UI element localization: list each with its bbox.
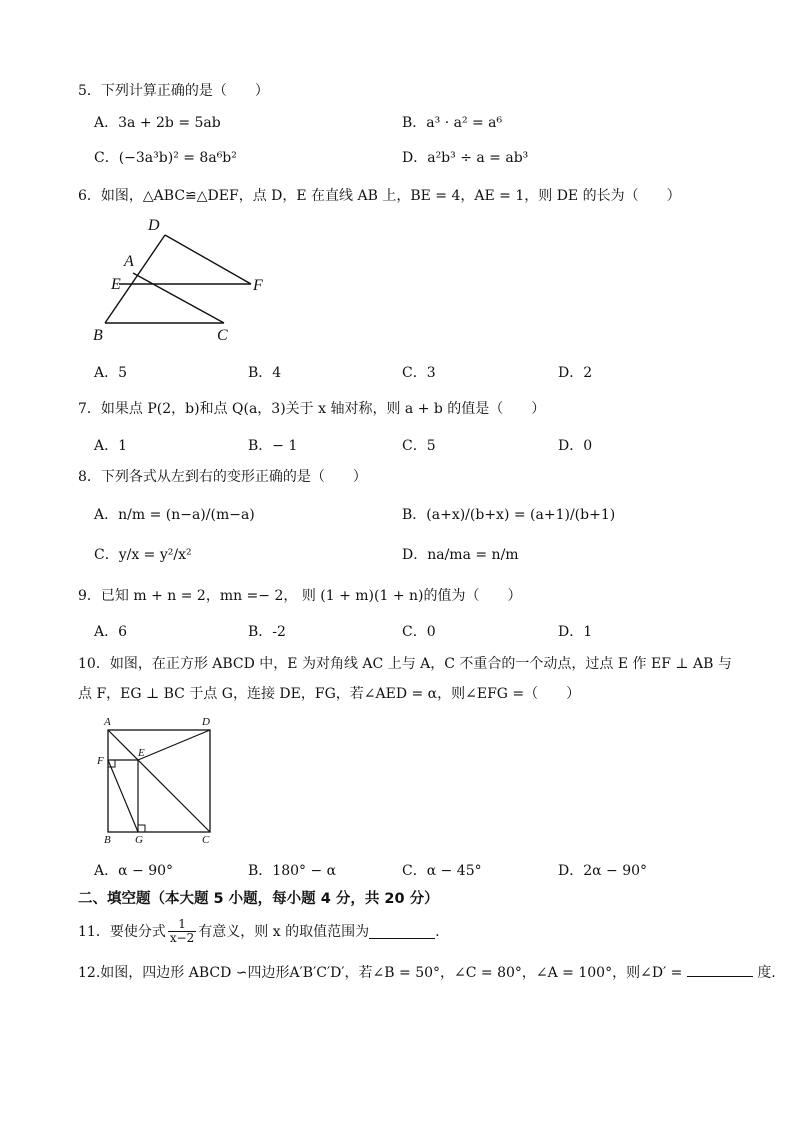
q7-option-c: C．5 [402,438,436,454]
q6-option-c: C．3 [402,365,436,381]
square-diagram [95,716,225,850]
q11-end: . [435,923,440,940]
label-a: A [124,253,134,270]
q11-fraction [168,918,196,945]
q9-option-d: D．1 [558,624,593,640]
label-e: E [138,747,145,759]
q7-option-a: A．1 [94,438,128,454]
label-b: B [93,327,103,344]
q5-option-c: C．(−3a³b)² = 8a⁶b² [94,150,237,166]
q7-stem: 7．如果点 P(2，b)和点 Q(a，3)关于 x 轴对称，则 a + b 的值是（ ） [78,401,546,417]
q12-stem-line [78,962,776,982]
q6-option-d: D．2 [558,365,593,381]
q10-figure [95,716,225,850]
q12-end: 度. [757,965,776,981]
q9-stem: 9．已知 m + n = 2，mn =− 2， 则 (1 + m)(1 + n)的值为（ ） [78,588,522,604]
q5-option-d: D．a²b³ ÷ a = ab³ [402,150,529,166]
q9-option-c: C．0 [402,624,436,640]
q8-option-d: D．na/ma = n/m [402,547,519,563]
label-e: E [111,276,121,293]
label-c: C [202,834,210,846]
q6-stem: 6．如图，△ABC≌△DEF，点 D，E 在直线 AB 上，BE = 4，AE = 1，则 DE 的长为（ ） [78,188,681,204]
q11-stem [78,918,440,945]
label-f: F [253,277,263,294]
q10-stem-line2: 点 F，EG ⊥ BC 于点 G，连接 DE，FG，若∠AED = α，则∠EFG =（ ） [78,686,581,702]
q8-option-a: A．n/m = (n−a)/(m−a) [94,507,255,523]
q5-stem: 5．下列计算正确的是（ ） [78,83,269,99]
q10-option-c: C．α − 45° [402,863,482,879]
q11-suffix: 有意义，则 x 的取值范围为 [198,923,370,940]
q8-option-c: C．y/x = y²/x² [94,547,192,563]
q11-frac-den: x−2 [169,931,195,945]
q9-option-a: A．6 [94,624,128,640]
label-d: D [202,716,210,728]
q5-option-a: A．3a + 2b = 5ab [94,115,221,131]
q6-option-b: B．4 [248,365,282,381]
q10-option-d: D．2α − 90° [558,863,648,879]
label-g: G [135,834,143,846]
q9-option-b: B．-2 [248,624,286,640]
q8-option-b: B．(a+x)/(b+x) = (a+1)/(b+1) [402,507,616,523]
q12-stem: 12.如图，四边形 ABCD ∽四边形A′B′C′D′，若∠B = 50°，∠C = 80°，∠A = 100°，则∠D′ = [78,965,683,981]
q6-option-a: A．5 [94,365,128,381]
q5-option-b: B．a³ · a² = a⁶ [402,115,503,131]
q10-option-a: A．α − 90° [94,863,174,879]
q11-frac-num: 1 [178,917,186,931]
label-c: C [217,327,228,344]
q7-option-b: B．− 1 [248,438,298,454]
q10-stem-line1: 10．如图，在正方形 ABCD 中，E 为对角线 AC 上与 A，C 不重合的一个动点，过点 E 作 EF ⊥ AB 与 [78,656,732,672]
label-f: F [97,755,104,767]
q6-figure [88,216,278,348]
q7-option-d: D．0 [558,438,593,454]
label-d: D [148,217,160,234]
q11-prefix: 11．要使分式 [78,923,166,940]
q11-answer-blank[interactable] [369,924,435,939]
q12-answer-blank[interactable] [687,962,753,977]
label-b: B [104,834,111,846]
section-title: 二、填空题（本大题 5 小题，每小题 4 分，共 20 分） [78,891,439,907]
q8-stem: 8．下列各式从左到右的变形正确的是（ ） [78,469,367,485]
q10-option-b: B．180° − α [248,863,337,879]
label-a: A [104,716,111,728]
